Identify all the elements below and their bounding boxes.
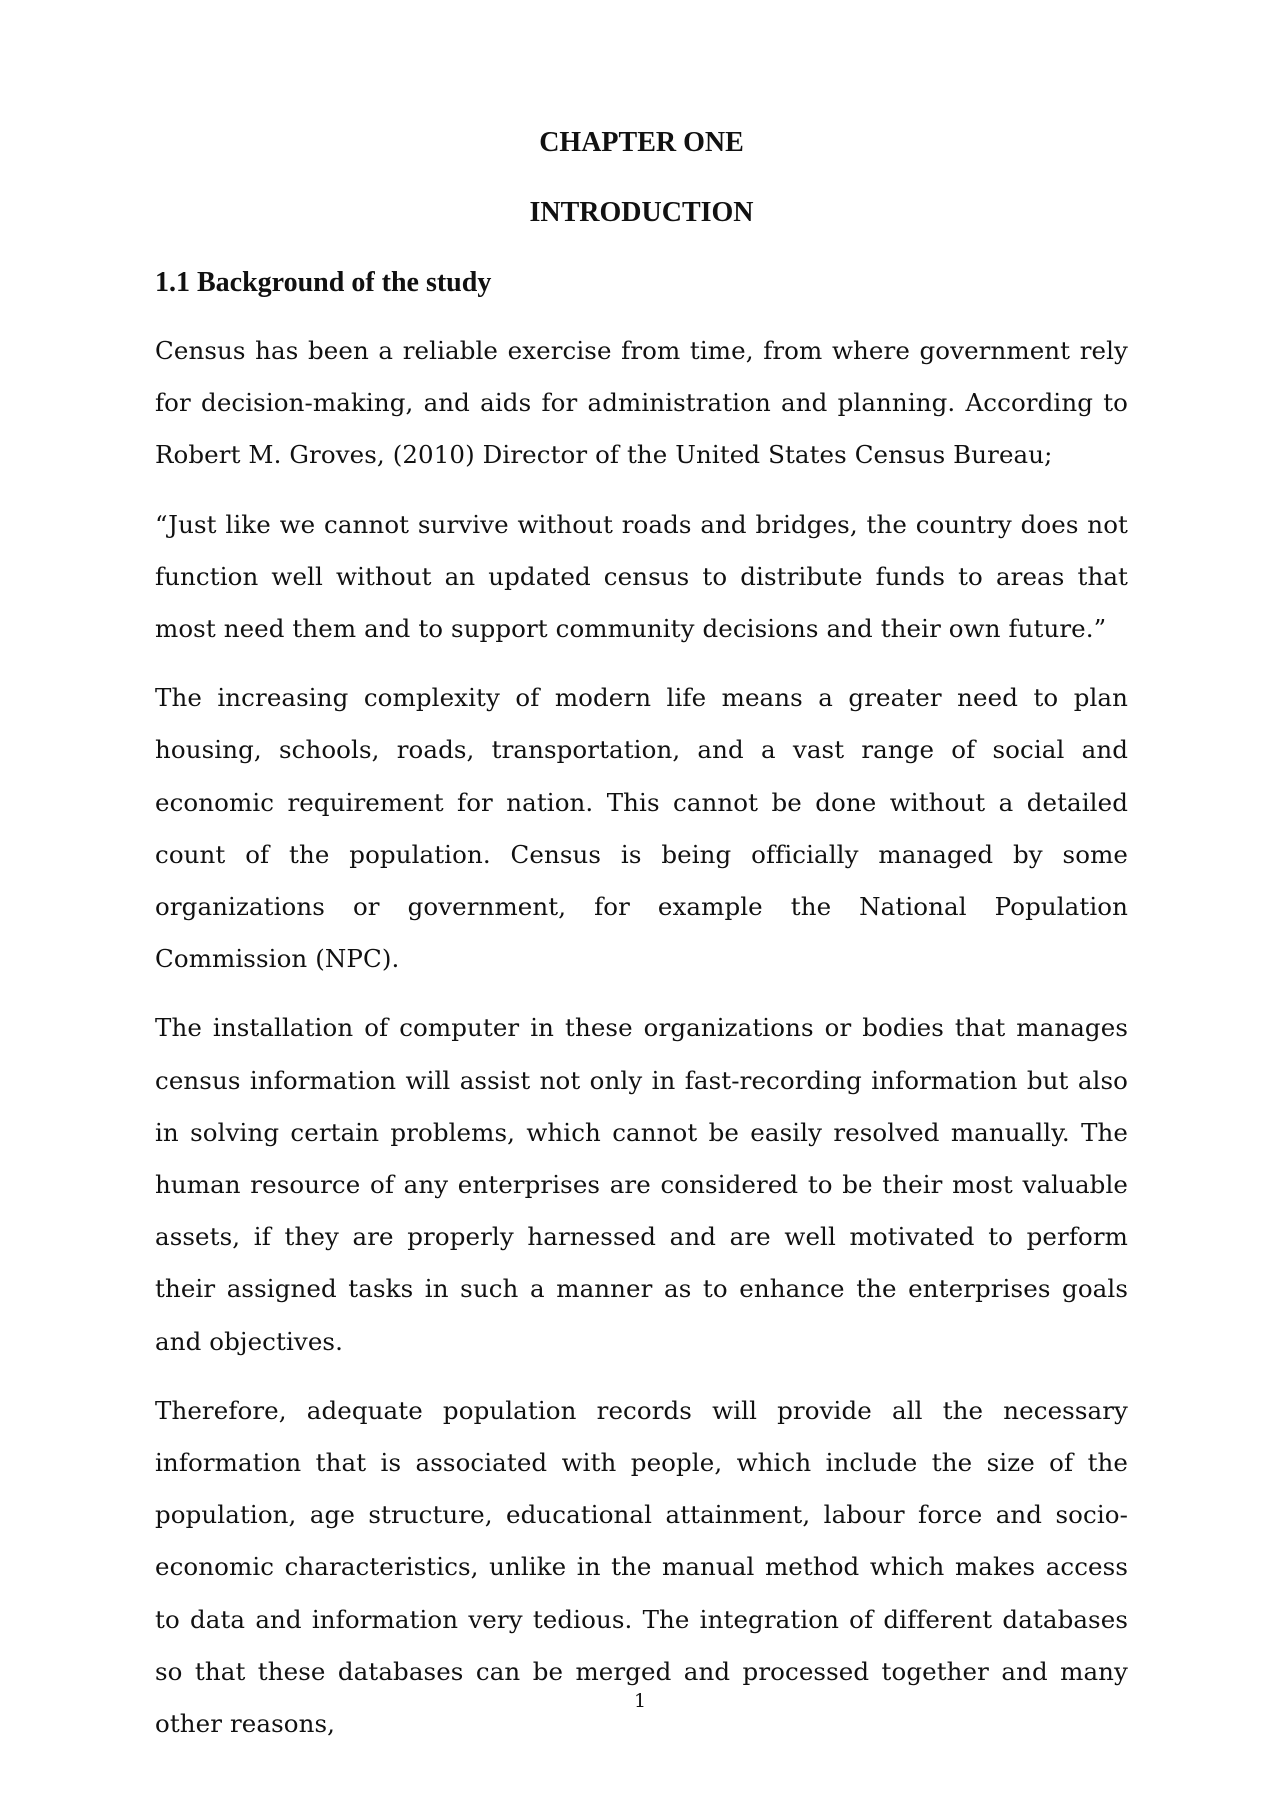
paragraph: Census has been a reliable exercise from time, from where government rely for decision-making, and aids for administration and planning. According to Robert M. Groves, (2010) Director of the United States Census Bureau; xyxy=(155,336,1128,470)
paragraph: The increasing complexity of modern life means a greater need to plan housing, schools, roads, transportation, and a vast range of social and economic requirement for nation. This cannot be done without a detailed count of the population. Census is being officially managed by some organizations or government, for example the National Population Commission (NPC). xyxy=(155,683,1128,974)
page-content xyxy=(155,117,1128,1767)
quote-paragraph: “Just like we cannot survive without roads and bridges, the country does not function well without an updated census to distribute funds to areas that most need them and to support community decisions and their own future.” xyxy=(155,509,1128,644)
section-heading: 1.1 Background of the study xyxy=(155,267,492,298)
chapter-subtitle: INTRODUCTION xyxy=(529,197,754,228)
chapter-title: CHAPTER ONE xyxy=(539,127,744,158)
paragraph: Therefore, adequate population records will provide all the necessary information that is associated with people, which include the size of the population, age structure, educational attainment, labour force and socio-economic characteristics, unlike in the manual method which makes access to data and information very tedious. The integration of different databases so that these databases can be merged and processed together and many other reasons, xyxy=(155,1395,1128,1739)
paragraph: The installation of computer in these organizations or bodies that manages census information will assist not only in fast-recording information but also in solving certain problems, which cannot be easily resolved manually. The human resource of any enterprises are considered to be their most valuable assets, if they are properly harnessed and are well motivated to perform their assigned tasks in such a manner as to enhance the enterprises goals and objectives. xyxy=(155,1013,1128,1356)
page-number: 1 xyxy=(633,1690,647,1712)
